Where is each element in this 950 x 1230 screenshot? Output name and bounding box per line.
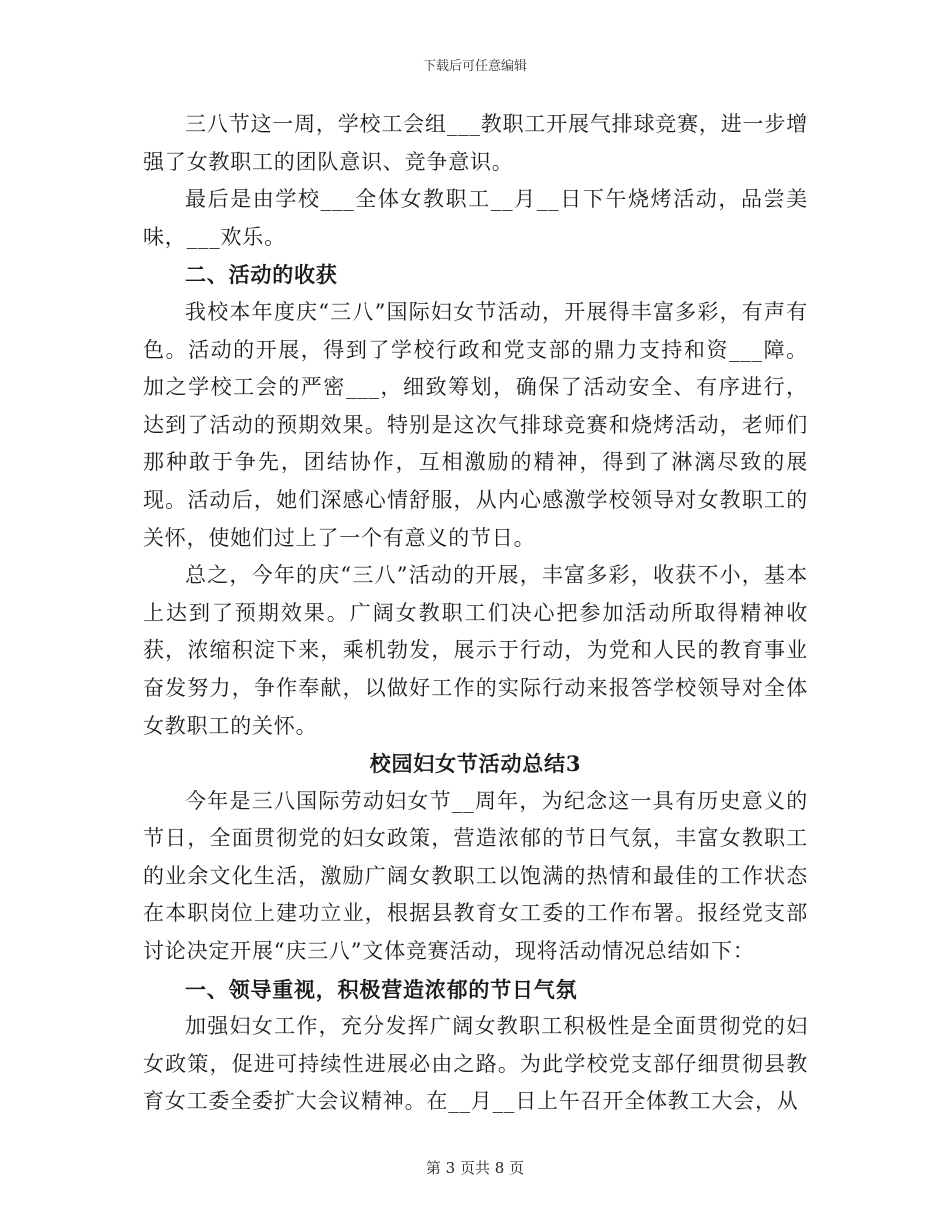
paragraph-volleyball: 三八节这一周，学校工会组___教职工开展气排球竞赛，进一步增强了女教职工的团队意识、竞争意识。 <box>143 112 808 174</box>
paragraph-barbecue: 最后是由学校___全体女教职工__月__日下午烧烤活动，品尝美味，___欢乐。 <box>143 187 808 249</box>
section-heading-results: 二、活动的收获 <box>185 262 338 288</box>
document-title: 校园妇女节活动总结3 <box>369 751 582 777</box>
page-footer: 第 3 页共 8 页 <box>425 1159 525 1177</box>
paragraph-intro: 今年是三八国际劳动妇女节__周年，为纪念这一具有历史意义的节日，全面贯彻党的妇女政策，营造浓郁的节日气氛，丰富女教职工的业余文化生活，激励广阔女教职工以饱满的热情和最佳的工作状态在本职岗位上建功立业，根据县教育女工委的工作布署。报经党支部讨论决定开展“庆三八”文体竞赛活动，现将活动情况总结如下： <box>143 788 808 964</box>
paragraph-conclusion: 总之，今年的庆“三八”活动的开展，丰富多彩，收获不小，基本上达到了预期效果。广阔女教职工们决心把参加活动所取得精神收获，浓缩积淀下来，乘机勃发，展示于行动，为党和人民的教育事业奋发努力，争作奉献，以做好工作的实际行动来报答学校领导对全体女教职工的关怀。 <box>143 563 808 738</box>
section-heading-leadership: 一、领导重视，积极营造浓郁的节日气氛 <box>185 976 578 1002</box>
document-body <box>143 106 808 1121</box>
page-header: 下载后可任意编辑 <box>422 59 527 74</box>
paragraph-results: 我校本年度庆“三八”国际妇女节活动，开展得丰富多彩，有声有色。活动的开展，得到了学校行政和党支部的鼎力支持和资___障。加之学校工会的严密___，细致筹划，确保了活动安全、有序进行，达到了活动的预期效果。特别是这次气排球竞赛和烧烤活动，老师们那种敢于争先，团结协作，互相激励的精神，得到了淋漓尽致的展现。活动后，她们深感心情舒服，从内心感激学校领导对女教职工的关怀，使她们过上了一个有意义的节日。 <box>143 299 808 550</box>
paragraph-leadership: 加强妇女工作，充分发挥广阔女教职工积极性是全面贯彻党的妇女政策，促进可持续性进展必由之路。为此学校党支部仔细贯彻县教育女工委全委扩大会议精神。在__月__日上午召开全体教工大会，从 <box>143 1014 808 1114</box>
